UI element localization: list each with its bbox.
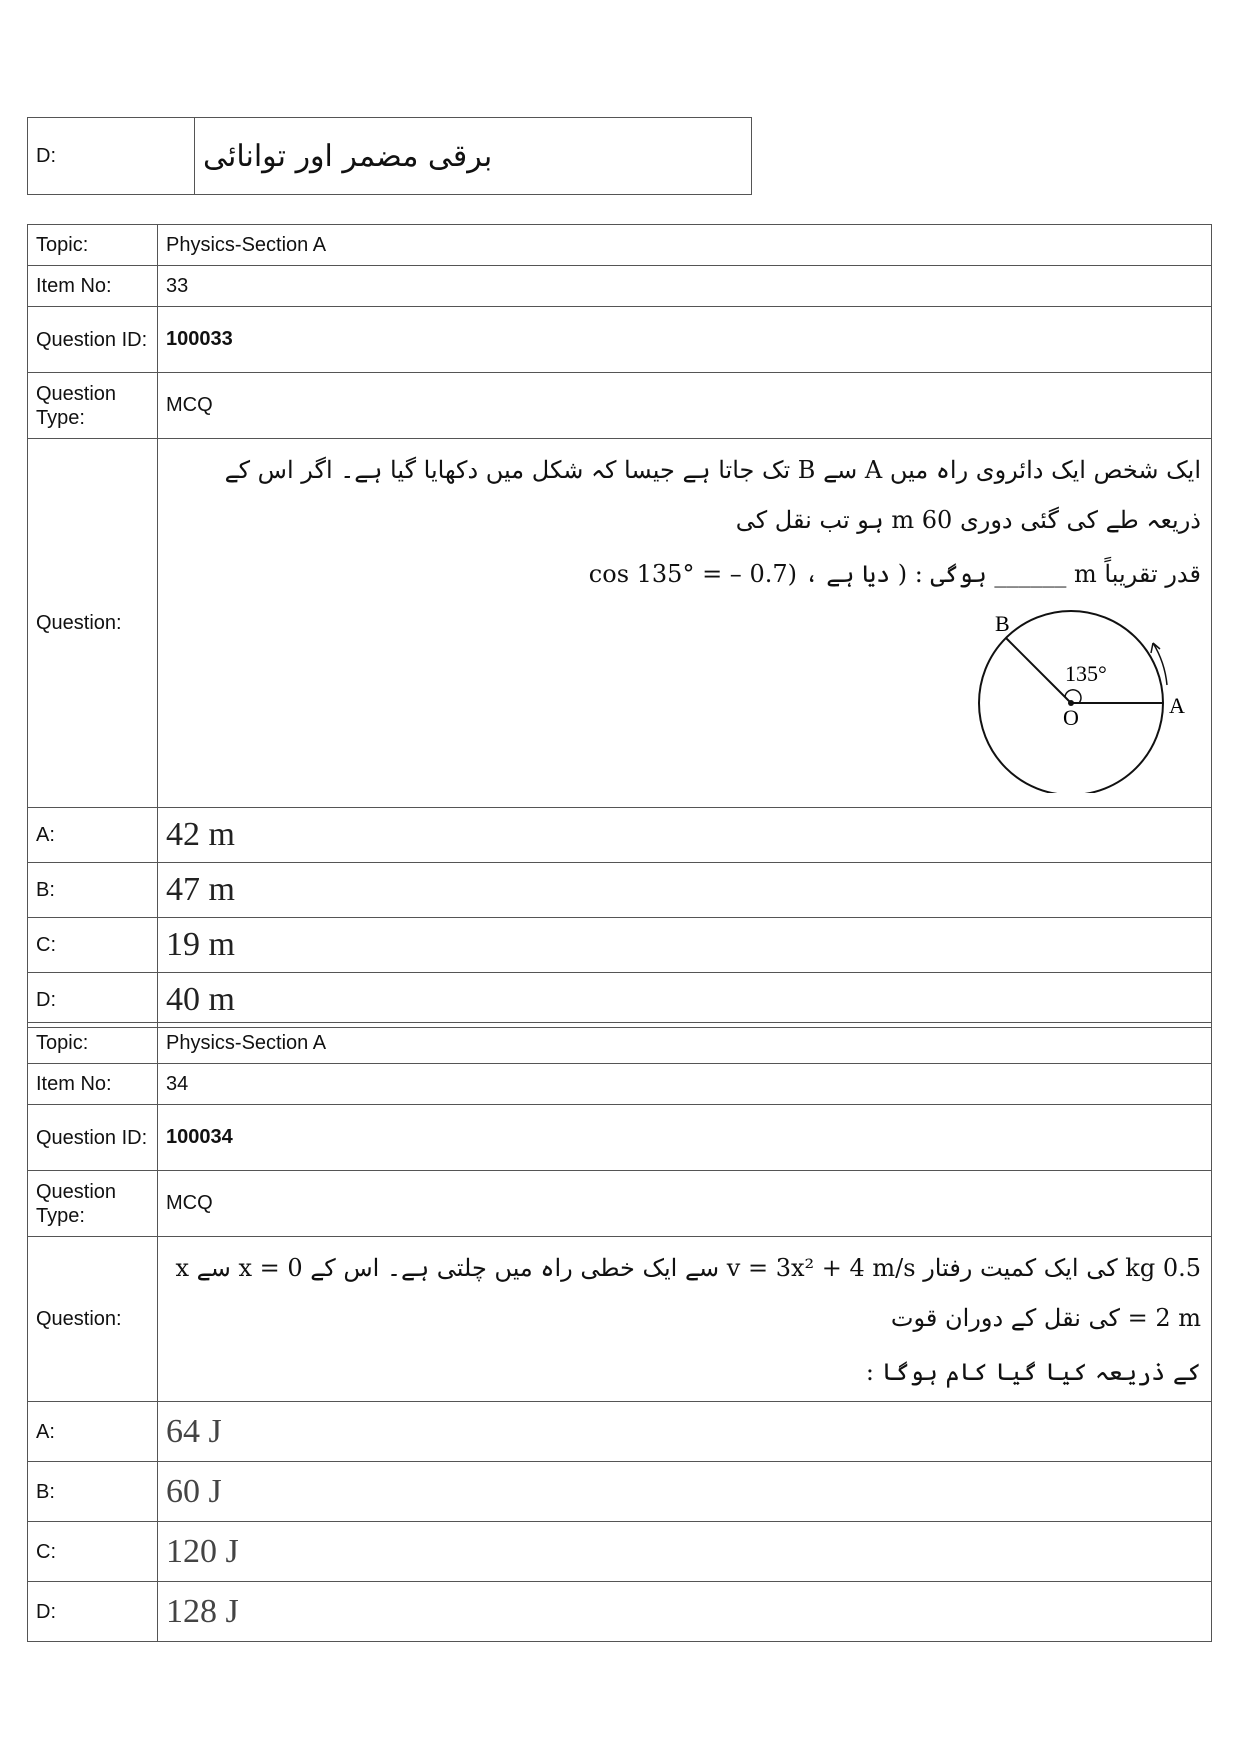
circle-diagram bbox=[971, 603, 1201, 793]
option-a-value[interactable]: 64 J bbox=[158, 1402, 1212, 1462]
question-id-value: 100033 bbox=[158, 307, 1212, 373]
option-a-label: A: bbox=[28, 808, 158, 863]
question-type-value: MCQ bbox=[158, 373, 1212, 439]
option-d-label: D: bbox=[28, 1582, 158, 1642]
option-d-value[interactable]: 128 J bbox=[158, 1582, 1212, 1642]
point-o-label: O bbox=[1063, 705, 1079, 730]
question-text-line-1: ایک شخص ایک دائروی راہ میں A سے B تک جاتا ہے جیسا کہ شکل میں دکھایا گیا ہے۔ اگر اس کے ذریعہ طے کی گئی دوری 60 m ہو تب نقل کی bbox=[224, 456, 1201, 534]
option-b-value[interactable]: 60 J bbox=[158, 1462, 1212, 1522]
question-type-label: Question Type: bbox=[28, 1171, 158, 1237]
question-body bbox=[158, 1237, 1212, 1402]
item-no-label: Item No: bbox=[28, 1064, 158, 1105]
topic-label: Topic: bbox=[28, 1023, 158, 1064]
question-text-line-2: قدر تقریباً m ______ ہوگی : ( دیا ہے ، (cos 135° = – 0.7 bbox=[588, 560, 1201, 588]
section-header bbox=[27, 117, 752, 195]
option-c-value[interactable]: 120 J bbox=[158, 1522, 1212, 1582]
question-card bbox=[27, 1022, 1212, 1642]
circle-figure bbox=[158, 603, 1211, 807]
question-body bbox=[158, 439, 1212, 808]
question-type-label: Question Type: bbox=[28, 373, 158, 439]
option-c-value[interactable]: 19 m bbox=[158, 918, 1212, 973]
point-a-label: A bbox=[1169, 693, 1185, 718]
section-label: D: bbox=[28, 118, 195, 195]
question-text-line-1: 0.5 kg کی ایک کمیت رفتار v = 3x² + 4 m/s سے ایک خطی راہ میں چلتی ہے۔ اس کے x = 0 سے x = 2 m کی نقل کے دوران قوت bbox=[175, 1254, 1201, 1332]
option-d-label: D: bbox=[28, 973, 158, 1028]
item-no-value: 33 bbox=[158, 266, 1212, 307]
topic-value: Physics-Section A bbox=[158, 1023, 1212, 1064]
option-a-label: A: bbox=[28, 1402, 158, 1462]
question-label: Question: bbox=[28, 1237, 158, 1402]
option-b-label: B: bbox=[28, 863, 158, 918]
topic-value: Physics-Section A bbox=[158, 225, 1212, 266]
option-c-label: C: bbox=[28, 918, 158, 973]
section-title: برقی مضمر اور توانائی bbox=[195, 118, 752, 195]
option-d-value[interactable]: 40 m bbox=[158, 973, 1212, 1028]
option-b-value[interactable]: 47 m bbox=[158, 863, 1212, 918]
item-no-label: Item No: bbox=[28, 266, 158, 307]
question-label: Question: bbox=[28, 439, 158, 808]
question-id-label: Question ID: bbox=[28, 307, 158, 373]
option-b-label: B: bbox=[28, 1462, 158, 1522]
item-no-value: 34 bbox=[158, 1064, 1212, 1105]
question-text-line-2: کے ذریعہ کیا گیا کام ہوگا : bbox=[865, 1358, 1201, 1386]
question-card bbox=[27, 224, 1212, 1028]
topic-label: Topic: bbox=[28, 225, 158, 266]
question-id-value: 100034 bbox=[158, 1105, 1212, 1171]
point-b-label: B bbox=[995, 611, 1010, 636]
option-c-label: C: bbox=[28, 1522, 158, 1582]
option-a-value[interactable]: 42 m bbox=[158, 808, 1212, 863]
question-type-value: MCQ bbox=[158, 1171, 1212, 1237]
question-id-label: Question ID: bbox=[28, 1105, 158, 1171]
angle-label: 135° bbox=[1065, 661, 1107, 686]
